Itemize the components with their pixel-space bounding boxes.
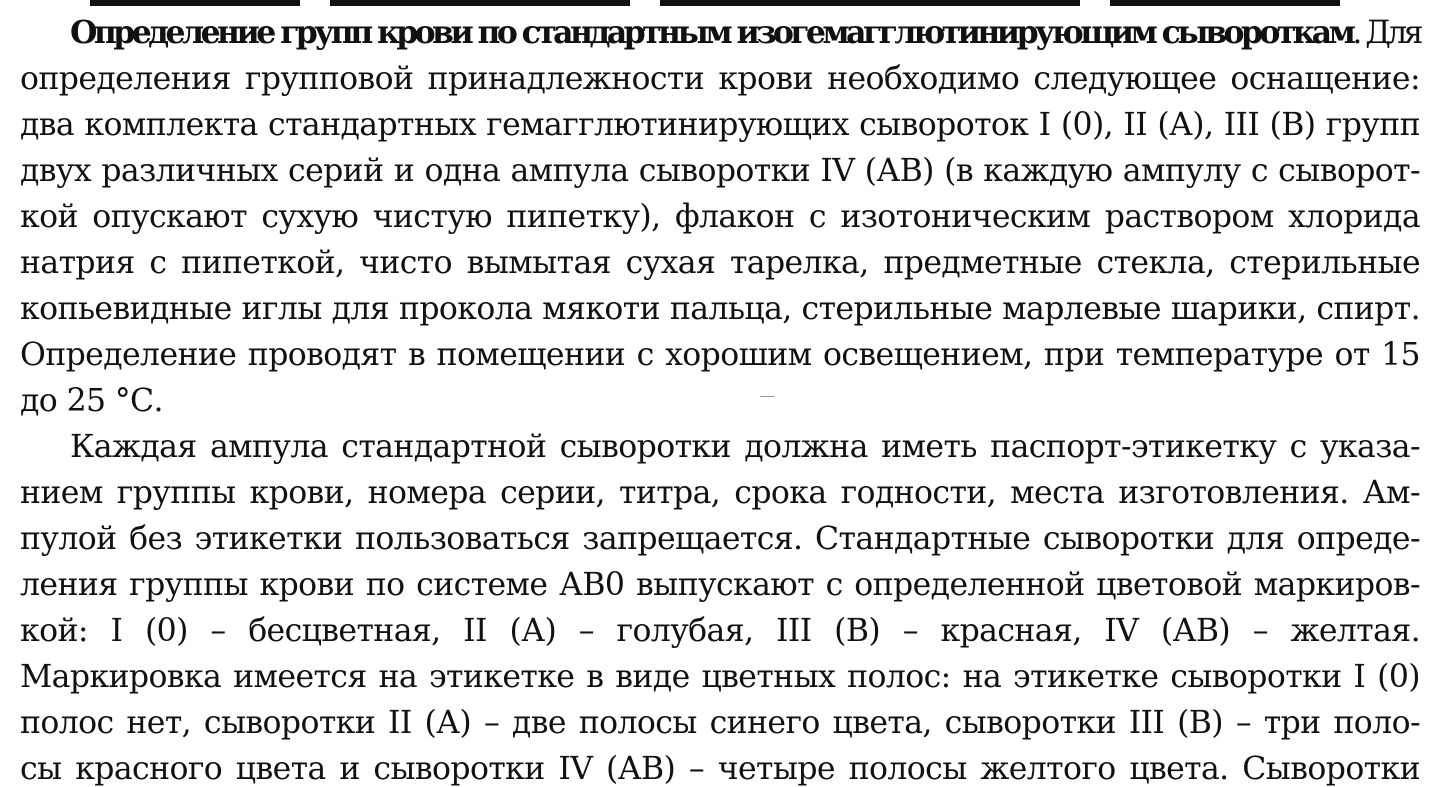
paragraph-2-line-2: нием группы крови, номера серии, титра, срока годности, места изготовления. Ам- <box>20 475 1420 511</box>
paragraph-1-line-5: кой опускают сухую чистую пипетку), флакон с изотоническим раствором хлорида <box>20 199 1420 235</box>
paragraph-1-line-9: до 25 °С. <box>20 383 163 419</box>
scan-speck <box>760 396 774 397</box>
paragraph-2-line-4: ления группы крови по системе АВ0 выпускают с определенной цветовой маркиров- <box>20 567 1420 603</box>
section-heading: Определение групп крови по стандартным изогемагглютинирующим сывороткам <box>70 14 1353 51</box>
paragraph-2-line-5: кой: I (0) – бесцветная, II (А) – голубая, III (В) – красная, IV (АВ) – желтая. <box>20 613 1420 649</box>
paragraph-1-line-6: натрия с пипеткой, чисто вымытая сухая тарелка, предметные стекла, стерильные <box>20 245 1420 281</box>
paragraph-2-line-1: Каждая ампула стандартной сыворотки должна иметь паспорт-этикетку с указа- <box>70 429 1420 465</box>
paragraph-2-line-3: пулой без этикетки пользоваться запрещается. Стандартные сыворотки для опреде- <box>20 521 1420 557</box>
paragraph-2-line-7: полос нет, сыворотки II (А) – две полосы синего цвета, сыворотки III (В) – три поло- <box>20 705 1420 741</box>
paragraph-2-line-8: сы красного цвета и сыворотки IV (АВ) – четыре полосы желтого цвета. Сыворотки <box>20 751 1420 787</box>
cropped-previous-line <box>0 0 1429 6</box>
paragraph-1-line-2: определения групповой принадлежности крови необходимо следующее оснащение: <box>20 61 1420 97</box>
paragraph-1-line-3: два комплекта стандартных гемагглютинирующих сывороток I (0), II (А), III (В) групп <box>20 107 1420 143</box>
paragraph-1-line-4: двух различных серий и одна ампула сыворотки IV (АВ) (в каждую ампулу с сыворот- <box>20 153 1420 189</box>
paragraph-1-line-7: копьевидные иглы для прокола мякоти пальца, стерильные марлевые шарики, спирт. <box>20 291 1420 327</box>
paragraph-1-line-1-tail: . Для <box>1352 15 1420 51</box>
paragraph-1-line-1 <box>70 10 1420 56</box>
paragraph-1-line-8: Определение проводят в помещении с хорошим освещением, при температуре от 15 <box>20 337 1420 373</box>
paragraph-2-line-6: Маркировка имеется на этикетке в виде цветных полос: на этикетке сыворотки I (0) <box>20 659 1420 695</box>
